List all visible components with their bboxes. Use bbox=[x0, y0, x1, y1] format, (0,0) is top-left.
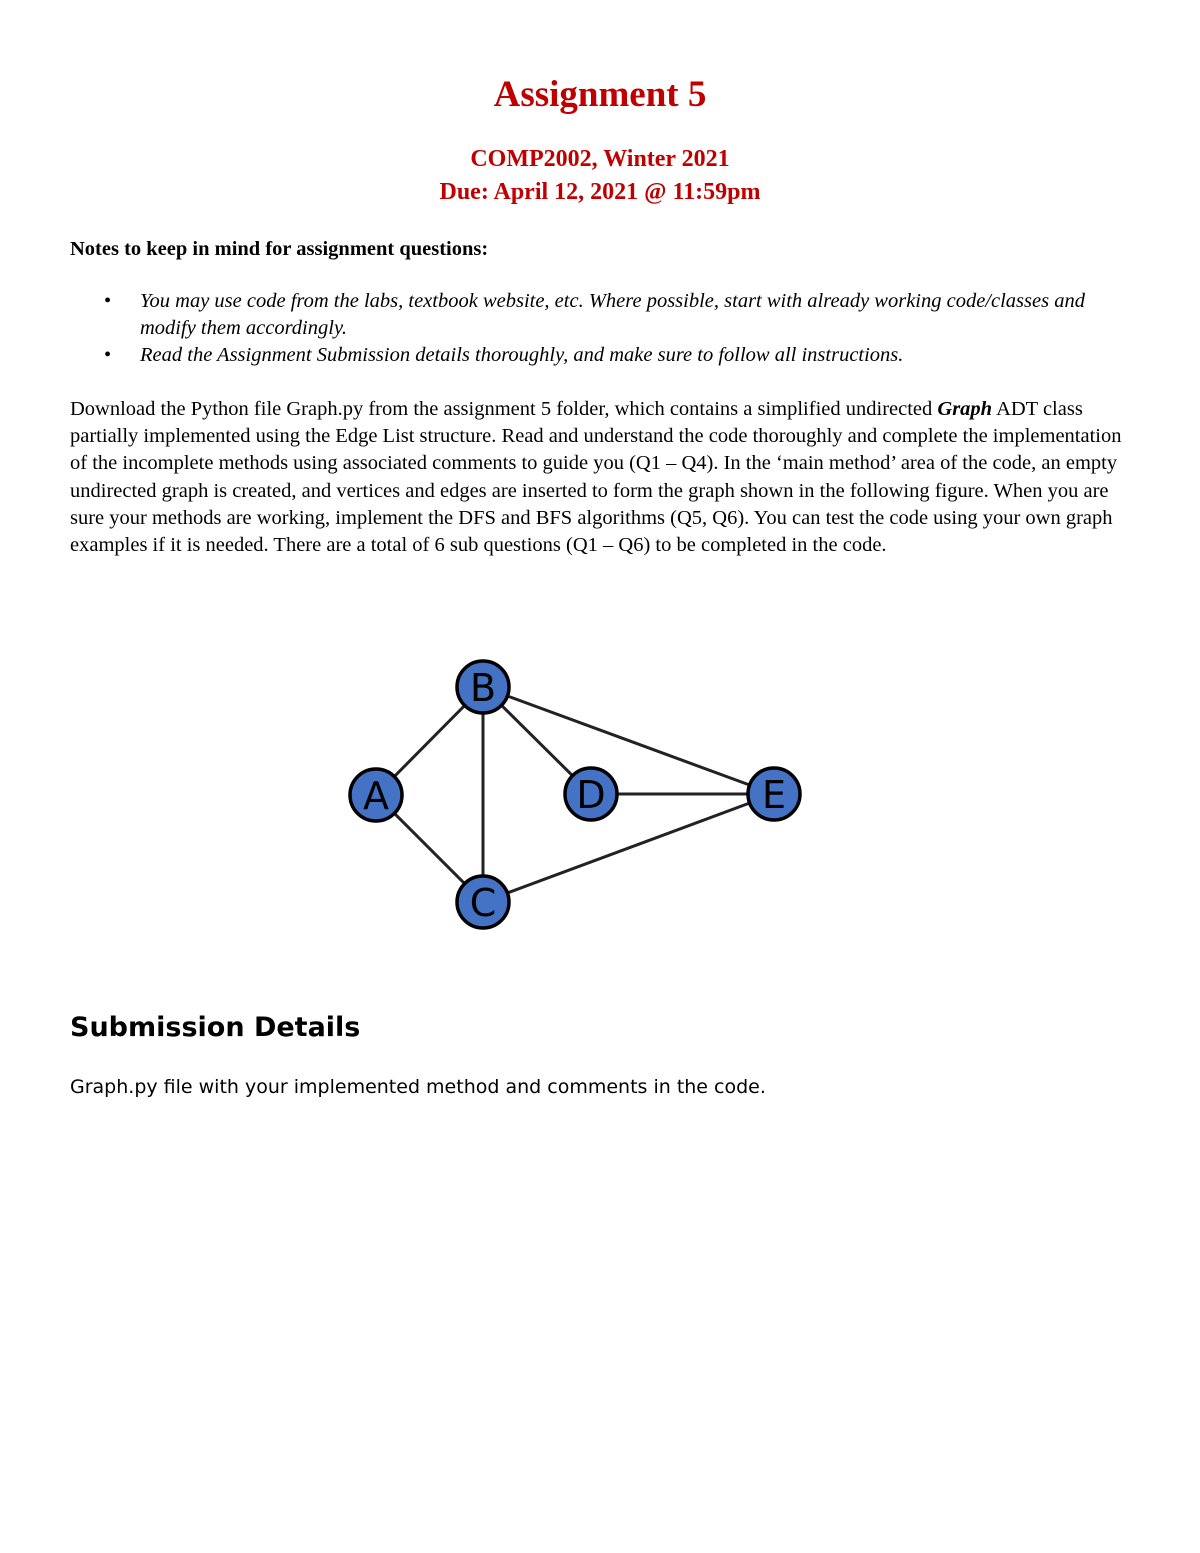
notes-list bbox=[70, 288, 1140, 369]
bullet-icon: • bbox=[104, 290, 112, 312]
graph-node-label-c: C bbox=[469, 881, 497, 925]
note-text: Read the Assignment Submission details thoroughly, and make sure to follow all instructions. bbox=[140, 344, 904, 366]
graph-emphasis: Graph bbox=[937, 398, 993, 420]
graph-figure bbox=[340, 652, 810, 942]
course-line: COMP2002, Winter 2021 bbox=[470, 146, 730, 172]
note-text: You may use code from the labs, textbook website, etc. Where possible, start with already working code/classes and modify them accordingly. bbox=[140, 290, 1085, 339]
list-item bbox=[70, 288, 1140, 342]
due-date-line: Due: April 12, 2021 @ 11:59pm bbox=[439, 179, 761, 205]
notes-heading: Notes to keep in mind for assignment questions: bbox=[70, 238, 489, 260]
graph-edge-c-e bbox=[483, 794, 774, 902]
graph-node-label-b: B bbox=[469, 666, 497, 710]
graph-node-label-e: E bbox=[761, 773, 787, 817]
instructions-text-part2: ADT class partially implemented using the Edge List structure. Read and understand the code thoroughly and complete the implementation of the incomplete methods using associated comments to guide you (Q1 – Q4). In the ‘main method’ area of the code, an empty undirected graph is created, and vertices and edges are inserted to form the graph shown in the following figure. When you are sure your methods are working, implement the DFS and BFS algorithms (Q5, Q6). You can test the code using your own graph examples if it is needed. There are a total of 6 sub questions (Q1 – Q6) to be completed in the code. bbox=[70, 398, 1122, 557]
instructions-text-part1: Download the Python file Graph.py from the assignment 5 folder, which contains a simplified undirected bbox=[70, 398, 938, 420]
graph-edge-b-e bbox=[483, 687, 774, 794]
graph-node-label-d: D bbox=[576, 773, 606, 817]
assignment-title: Assignment 5 bbox=[493, 74, 707, 115]
graph-node-label-a: A bbox=[363, 774, 389, 818]
instructions-paragraph bbox=[70, 396, 1130, 559]
bullet-icon: • bbox=[104, 344, 112, 366]
submission-text: Graph.py file with your implemented method and comments in the code. bbox=[70, 1076, 766, 1098]
list-item bbox=[70, 342, 1140, 369]
submission-heading: Submission Details bbox=[70, 1012, 361, 1043]
